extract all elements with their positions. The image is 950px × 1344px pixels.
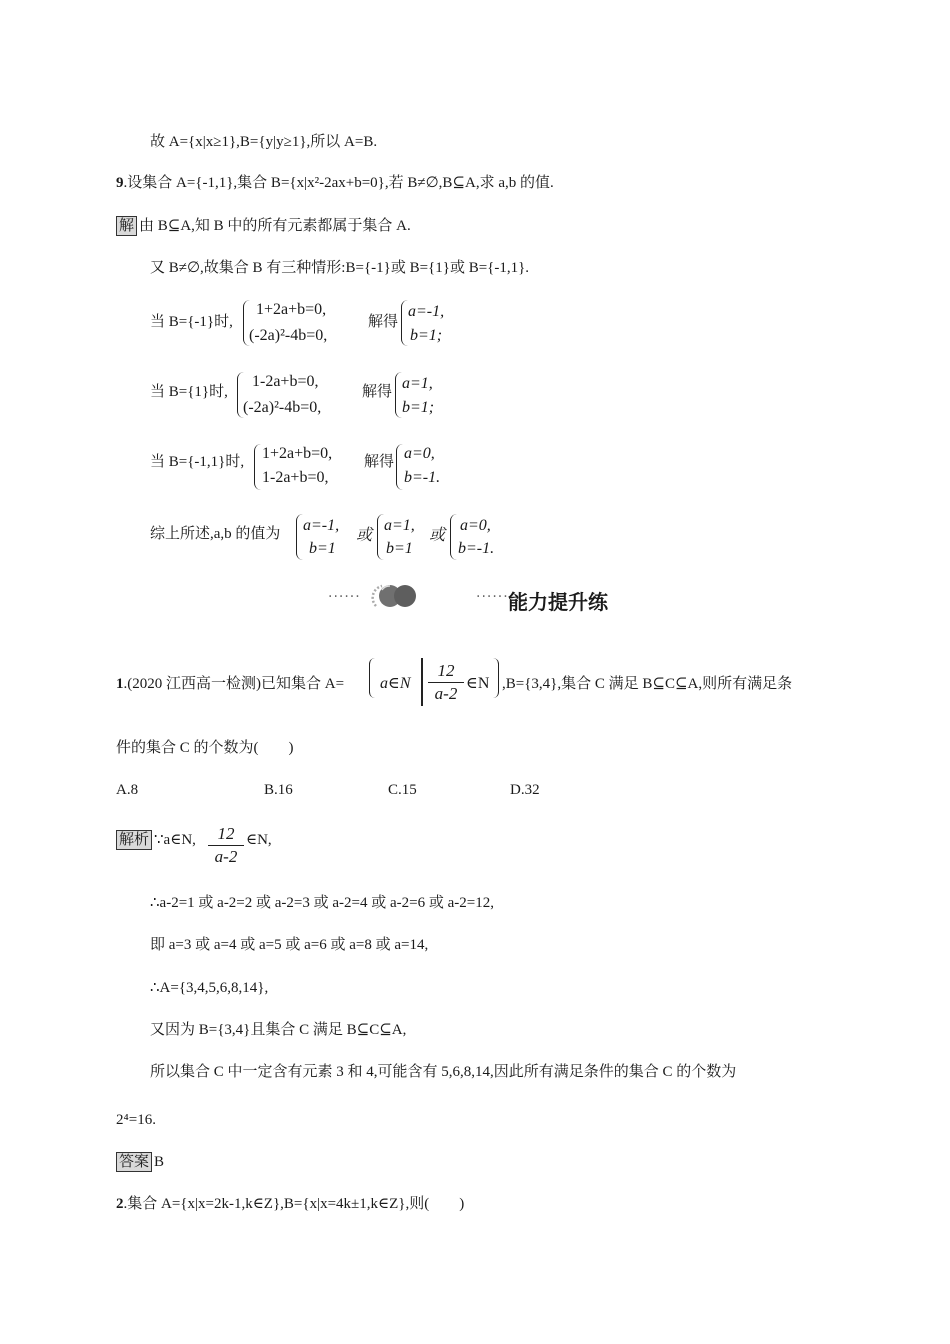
question-1-tail: ,B={3,4},集合 C 满足 B⊆C⊆A,则所有满足条 [502,676,793,692]
summary-2-r1: a=1, [384,517,415,534]
summary-lead: 综上所述,a,b 的值为 [150,526,281,542]
case1-result-brace [401,300,408,346]
solution-9-line1 [116,216,411,236]
solution-text: 由 B⊆A,知 B 中的所有元素都属于集合 A. [139,218,411,234]
solution-9-line2: 又 B≠∅,故集合 B 有三种情形:B={-1}或 B={1}或 B={-1,1}. [150,260,530,276]
answer-line [116,1152,164,1172]
p8-conclusion: 故 A={x|x≥1},B={y|y≥1},所以 A=B. [150,134,378,150]
solution-1-line3: 即 a=3 或 a=4 或 a=5 或 a=6 或 a=8 或 a=14, [150,937,429,953]
answer-value: B [154,1154,165,1170]
set-condition: ∈N [466,675,490,692]
case3-r1: a=0, [404,445,435,462]
option-c: C.15 [388,782,417,798]
case3-r2: b=-1. [404,469,441,486]
section-title: 能力提升练 [508,590,608,614]
solve-word: 解得 [364,454,395,470]
solution-1-line7: 2⁴=16. [116,1112,156,1128]
question-stem: .集合 A={x|x=2k-1,k∈Z},B={x|x=4k±1,k∈Z},则( ) [123,1196,465,1212]
or-word: 或 [429,527,446,544]
solution-fraction [208,824,244,867]
set-element: a∈N [380,675,411,692]
fraction-bar [428,682,464,683]
summary-brace-1 [296,514,303,560]
solution-1-line5: 又因为 B={3,4}且集合 C 满足 B⊆C⊆A, [150,1022,407,1038]
case2-eq2: (-2a)²-4b=0, [243,399,322,416]
solution-1-line4: ∴A={3,4,5,6,8,14}, [150,980,269,996]
section-dots-right: ······ [476,589,509,605]
case1-eq2: (-2a)²-4b=0, [249,327,328,344]
solution-tag: 解 [116,216,137,236]
case3-brace [254,444,261,490]
question-number: 2 [116,1196,124,1212]
option-a: A.8 [116,782,139,798]
set-brace-left [369,658,375,698]
question-9 [116,173,554,193]
section-badge-icon [368,582,420,610]
case2-r1: a=1, [402,375,433,392]
case2-result-brace [395,372,402,418]
case3-eq2: 1-2a+b=0, [262,469,329,486]
solution-tag: 解析 [116,830,152,850]
solution-lead: ∵a∈N, [154,832,196,848]
case3-eq1: 1+2a+b=0, [262,445,333,462]
question-number: 1 [116,676,124,692]
question-1-line2: 件的集合 C 的个数为( ) [116,740,294,756]
case3-result-brace [396,444,403,490]
case2-lead: 当 B={1}时, [150,384,228,400]
section-dots-left: ······ [328,589,361,605]
question-1-lead [116,674,344,694]
fraction-denominator: a-2 [214,847,238,866]
case3-lead: 当 B={-1,1}时, [150,454,245,470]
solution-1-line6: 所以集合 C 中一定含有元素 3 和 4,可能含有 5,6,8,14,因此所有满足条件的集合 C 的个数为 [150,1064,737,1080]
fraction-numerator: 12 [437,661,455,680]
summary-3-r2: b=-1. [458,540,495,557]
summary-1-r1: a=-1, [303,517,340,534]
case1-r1: a=-1, [408,303,445,320]
question-stem: .设集合 A={-1,1},集合 B={x|x²-2ax+b=0},若 B≠∅,B⊆A,求 a,b 的值. [123,175,554,191]
set-fraction [428,661,464,704]
solution-1-line2: ∴a-2=1 或 a-2=2 或 a-2=3 或 a-2=4 或 a-2=6 或 a-2=12, [150,895,494,911]
set-brace-right [493,658,499,698]
answer-tag: 答案 [116,1152,152,1172]
option-b: B.16 [264,782,293,798]
question-number: 9 [116,175,124,191]
case1-lead: 当 B={-1}时, [150,314,233,330]
solve-word: 解得 [368,314,399,330]
case2-eq1: 1-2a+b=0, [252,373,319,390]
summary-3-r1: a=0, [460,517,491,534]
solution-lead-tail: ∈N, [246,832,272,848]
summary-brace-2 [377,514,384,560]
question-lead: .(2020 江西高一检测)已知集合 A= [123,676,345,692]
set-divider [421,658,423,706]
or-word: 或 [356,527,373,544]
summary-1-r2: b=1 [309,540,336,557]
case1-eq1: 1+2a+b=0, [256,301,327,318]
summary-2-r2: b=1 [386,540,413,557]
case2-r2: b=1; [402,399,435,416]
fraction-numerator: 12 [217,824,235,843]
solution-1-lead [116,830,196,850]
fraction-denominator: a-2 [434,684,458,703]
summary-brace-3 [450,514,457,560]
option-d: D.32 [510,782,540,798]
case1-r2: b=1; [410,327,443,344]
solve-word: 解得 [362,384,393,400]
fraction-bar [208,845,244,846]
question-2 [116,1194,464,1214]
